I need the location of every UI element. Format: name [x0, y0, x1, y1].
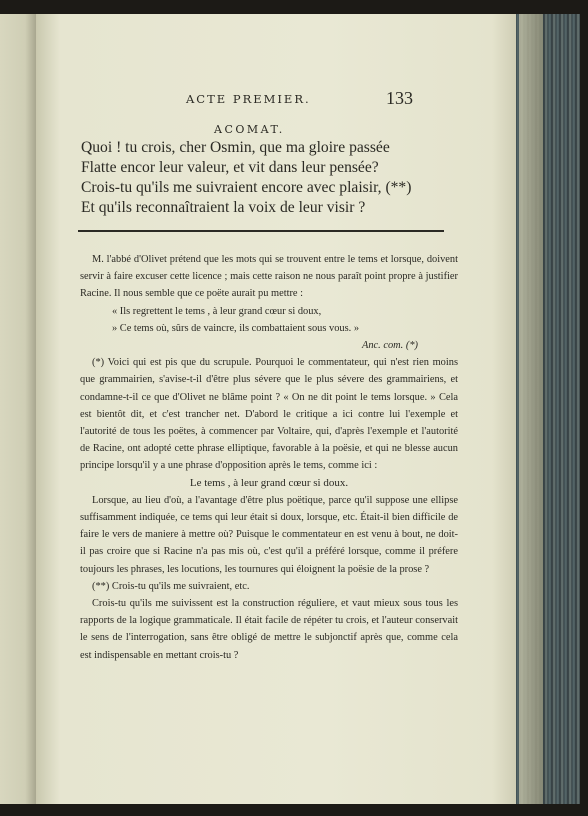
book-page: [36, 14, 516, 804]
quoted-verse: « Ils regrettent le tems , à leur grand cœur si doux,: [112, 305, 322, 317]
note-paragraph: (*) Voici qui est pis que du scrupule. Pourquoi le commentateur, qui n'est rien moins que grammairien, s'avise-t-il d'être plus sévere que le plus sévere des grammairiens, et condamne-t-il ce que d'Olivet ne blâme point ? « On ne dit point le tems lorsque. » Cela est bientôt dit, et c'est trancher net. D'abord le critique a ici contre lui l'exemple et l'autorité de tous les poëtes, à commencer par Voltaire, qui, d'après l'exemple et l'autorité de Racine, ont adopté cette phrase elliptique, favorable à la poësie, et qui ne blesse aucun principe lorsqu'il y a une phrase d'opposition après le tems, comme ici :: [80, 357, 458, 472]
quoted-verse: » Ce tems où, sûrs de vaincre, ils combattaient sous vous. »: [112, 322, 360, 334]
verse-block: [81, 138, 481, 218]
note-paragraph: M. l'abbé d'Olivet prétend que les mots qui se trouvent entre le tems et lorsque, doivent servir à faire excuser cette licence ; mais cette raison ne nous paraît point propre à justifier Racine. Il nous semble que ce poëte aurait pu mettre :: [80, 254, 458, 300]
verse-line: Crois-tu qu'ils me suivraient encore avec plaisir, (**): [81, 179, 412, 196]
verse-line: Quoi ! tu crois, cher Osmin, que ma gloire passée: [81, 139, 390, 156]
note-paragraph: Lorsque, au lieu d'où, a l'avantage d'être plus poëtique, parce qu'il suppose une ellipse suffisamment indiquée, ce tems qui leur était si doux, lorsque, etc. Était-il bien difficile de faire le vers de maniere à mettre où? Puisque le commentateur en est venu à bout, ne doit-il pas croire que si Racine n'a pas mis où, c'est qu'il a préféré lorsque, comme il préfere toujours les phrases, les locutions, les tournures qui éloignent la poësie de la prose ?: [80, 494, 458, 575]
facing-page-edge: [0, 14, 36, 804]
verse-line: Flatte encor leur valeur, et vit dans leur pensée?: [81, 159, 379, 176]
separator-rule: [78, 230, 444, 232]
running-header: ACTE PREMIER.: [186, 92, 311, 106]
note-paragraph: Crois-tu qu'ils me suivissent est la construction réguliere, et vaut mieux sous tous les rapports de la logique grammaticale. Il était facile de répéter tu crois, et l'auteur conservait le sens de l'interrogation, sans être obligé de mettre le subjonctif après que, comme cela est indispensable en mettant crois-tu ?: [80, 598, 458, 661]
attribution: Anc. com. (*): [362, 340, 418, 352]
commentary-notes: [80, 251, 458, 664]
page-number: 133: [386, 88, 413, 108]
speaker-name: ACOMAT.: [214, 123, 285, 136]
note-heading: (**) Crois-tu qu'ils me suivraient, etc.: [92, 580, 250, 592]
page-stack-edge: [519, 14, 543, 804]
centered-verse: Le tems , à leur grand cœur si doux.: [189, 476, 349, 489]
verse-line: Et qu'ils reconnaîtraient la voix de leur visir ?: [81, 199, 366, 216]
